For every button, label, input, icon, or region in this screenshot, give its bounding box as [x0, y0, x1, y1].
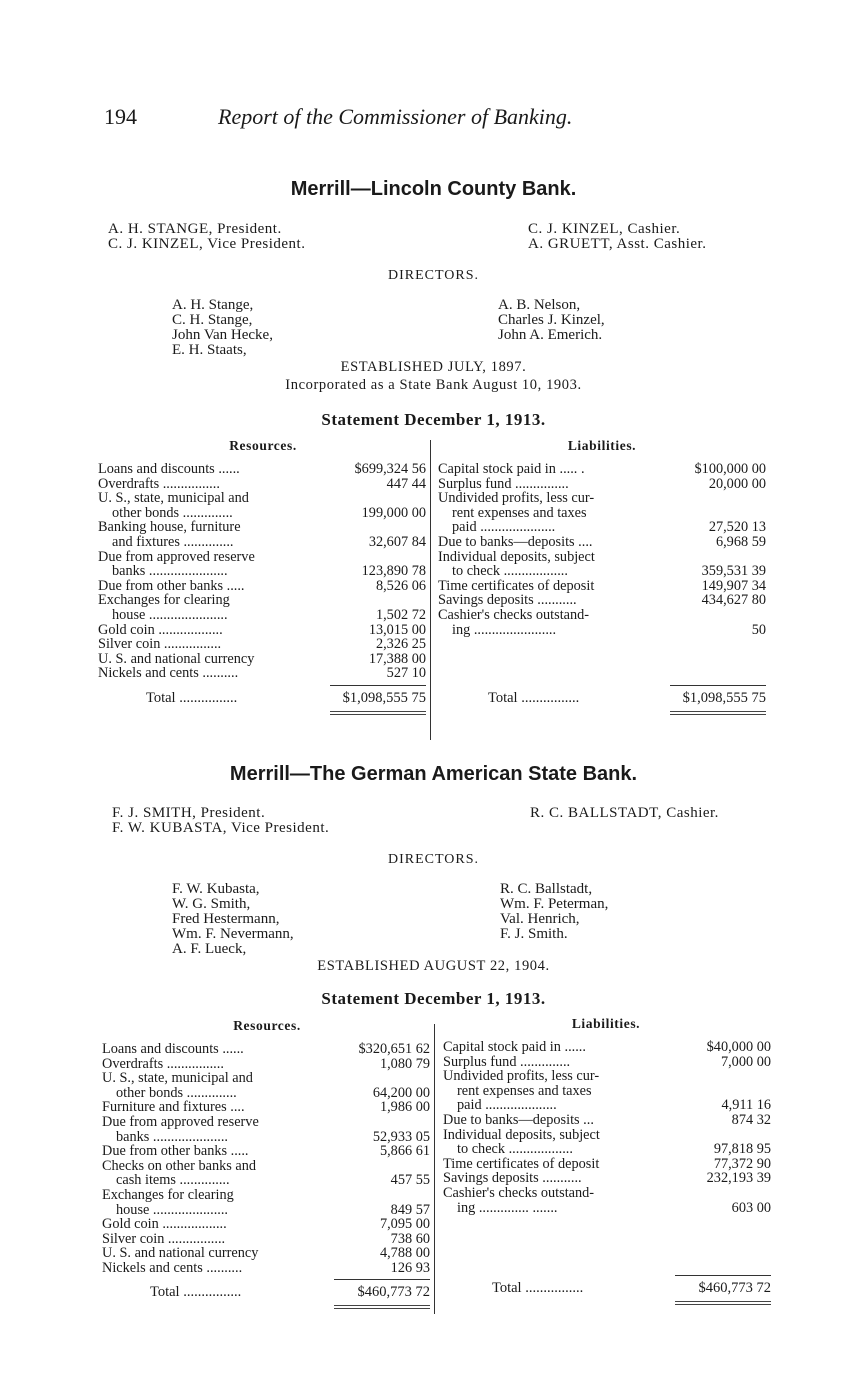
ledger-item-label: and fixtures .............. [112, 533, 234, 550]
ledger-item-amount: 5,866 61 [379, 1143, 430, 1160]
page-number: 194 [104, 104, 137, 129]
ledger-row [98, 608, 426, 623]
ledger-item-amount: 849 57 [390, 1201, 430, 1218]
bank-title: Merrill—The German American State Bank. [229, 763, 638, 785]
ledger-item-amount: 359,531 39 [701, 563, 766, 580]
ledger-item-amount: $699,324 56 [354, 461, 426, 477]
ledger-item-label: Undivided profits, less cur- [438, 490, 595, 507]
ledger-item-label: Undivided profits, less cur- [443, 1068, 600, 1085]
ledger-item-label: Checks on other banks and [102, 1157, 257, 1174]
ledger-row [443, 1157, 771, 1172]
ledger-item-label: Nickels and cents .......... [98, 665, 239, 682]
total-rule [675, 1275, 771, 1276]
ledger-item-label: Individual deposits, subject [438, 548, 595, 565]
ledger-item-label: rent expenses and taxes [457, 1082, 592, 1099]
ledger-row [102, 1071, 430, 1086]
director-name: F. W. Kubasta, [172, 881, 260, 897]
ledger-item-label: Furniture and fixtures .... [102, 1099, 245, 1116]
ledger-item-amount: 447 44 [386, 475, 426, 492]
ledger-row [438, 462, 766, 477]
ledger-item-amount: 7,000 00 [720, 1053, 771, 1070]
ledger-item-label: U. S. and national currency [98, 650, 255, 667]
ledger-item-label: U. S., state, municipal and [102, 1070, 253, 1087]
ledger-item-label: Surplus fund ............... [438, 475, 569, 492]
ledger-item-label: Savings deposits ........... [438, 592, 577, 609]
double-rule [330, 711, 426, 715]
director-name: Wm. F. Peterman, [500, 896, 609, 912]
ledger-item-label: Individual deposits, subject [443, 1126, 600, 1143]
directors-right [498, 298, 605, 343]
ledger-row [438, 477, 766, 492]
ledger-item-label: Due from approved reserve [102, 1113, 259, 1130]
ledger-item-amount: 2,326 25 [375, 636, 426, 653]
statement-heading: Statement December 1, 1913. [321, 410, 546, 429]
ledger-row [102, 1159, 430, 1174]
ledger-row [443, 1069, 771, 1084]
resources-total: $1,098,555 75 [342, 690, 426, 706]
ledger-item-label: to check .................. [452, 563, 568, 580]
ledger-row [102, 1203, 430, 1218]
ledger-item-amount: 97,818 95 [713, 1141, 771, 1158]
ledger-item-label: Silver coin ................ [98, 636, 222, 653]
ledger-row [102, 1144, 430, 1159]
ledger-item-label: Overdrafts ................ [102, 1055, 224, 1072]
bank-title: Merrill—Lincoln County Bank. [290, 178, 577, 200]
ledger-item-label: Time certificates of deposit [443, 1155, 600, 1172]
ledger-item-amount: $320,651 62 [358, 1041, 430, 1057]
running-title: Report of the Commissioner of Banking. [218, 104, 573, 129]
ledger-row [438, 608, 766, 623]
ledger-item-label: Gold coin .................. [98, 621, 223, 638]
ledger-item-label: to check .................. [457, 1141, 573, 1158]
ledger-item-label: Exchanges for clearing [98, 592, 230, 609]
liabilities-heading: Liabilities. [567, 438, 637, 453]
ledger-item-label: Nickels and cents .......... [102, 1259, 243, 1276]
ledger-row [443, 1142, 771, 1157]
total-rule [334, 1279, 430, 1280]
directors-heading: DIRECTORS. [387, 852, 480, 867]
ledger-row [102, 1057, 430, 1072]
ledger-row [102, 1261, 430, 1276]
ledger-row [102, 1086, 430, 1101]
ledger-item-amount: 64,200 00 [372, 1084, 430, 1101]
ledger-row [98, 637, 426, 652]
liabilities-table [443, 1040, 771, 1215]
ledger-item-label: Loans and discounts ...... [98, 461, 240, 477]
column-divider [434, 1024, 435, 1314]
director-name: E. H. Staats, [172, 342, 247, 358]
double-rule [670, 711, 766, 715]
officers-right [528, 222, 706, 252]
ledger-row [102, 1232, 430, 1247]
ledger-item-amount: 13,015 00 [368, 621, 426, 638]
liabilities-heading: Liabilities. [571, 1016, 641, 1031]
ledger-row [438, 506, 766, 521]
ledger-row [438, 520, 766, 535]
ledger-row [102, 1173, 430, 1188]
ledger-row [98, 666, 426, 681]
ledger-item-amount: 77,372 90 [713, 1155, 771, 1172]
ledger-row [98, 564, 426, 579]
officer-line: A. H. STANGE, President. [108, 221, 282, 237]
column-divider [430, 440, 431, 740]
ledger-row [102, 1217, 430, 1232]
ledger-row [102, 1188, 430, 1203]
officer-line: F. W. KUBASTA, Vice President. [112, 820, 330, 836]
ledger-row [443, 1098, 771, 1113]
director-name: A. F. Lueck, [172, 941, 247, 957]
ledger-item-label: Capital stock paid in ...... [443, 1039, 586, 1055]
officers-right [530, 806, 719, 821]
ledger-item-amount: 50 [751, 621, 766, 638]
ledger-row [438, 535, 766, 550]
ledger-item-amount: 738 60 [390, 1230, 430, 1247]
total-rule [670, 685, 766, 686]
ledger-item-amount: 1,502 72 [375, 606, 426, 623]
resources-heading: Resources. [229, 438, 297, 453]
director-name: C. H. Stange, [172, 312, 253, 328]
ledger-item-label: paid .................... [457, 1097, 557, 1114]
ledger-item-label: ing ....................... [452, 621, 557, 638]
double-rule [334, 1305, 430, 1309]
director-name: John Van Hecke, [172, 327, 273, 343]
ledger-row [98, 550, 426, 565]
director-name: A. B. Nelson, [498, 297, 581, 313]
director-name: W. G. Smith, [172, 896, 251, 912]
ledger-item-label: paid ..................... [452, 519, 556, 536]
ledger-item-label: Cashier's checks outstand- [438, 606, 590, 623]
officer-line: C. J. KINZEL, Vice President. [108, 236, 306, 252]
directors-left [172, 298, 273, 358]
ledger-row [443, 1186, 771, 1201]
ledger-row [443, 1113, 771, 1128]
incorporated-line: Incorporated as a State Bank August 10, 1903. [285, 377, 582, 393]
ledger-item-label: Capital stock paid in ..... . [438, 461, 585, 477]
ledger-row [98, 623, 426, 638]
officer-line: C. J. KINZEL, Cashier. [528, 221, 681, 237]
ledger-item-amount: 27,520 13 [708, 519, 766, 536]
ledger-row [102, 1042, 430, 1057]
liabilities-total: $460,773 72 [698, 1280, 771, 1296]
ledger-row [102, 1100, 430, 1115]
director-name: F. J. Smith. [500, 926, 568, 942]
ledger-item-label: house ...................... [112, 606, 228, 623]
ledger-row [98, 579, 426, 594]
liabilities-table [438, 462, 766, 637]
total-rule [330, 685, 426, 686]
ledger-item-amount: 4,788 00 [379, 1245, 430, 1262]
director-name: John A. Emerich. [498, 327, 603, 343]
ledger-row [438, 623, 766, 638]
total-label: Total ................ [492, 1280, 584, 1296]
ledger-row [98, 506, 426, 521]
ledger-item-amount: 603 00 [731, 1199, 771, 1216]
ledger-item-label: other bonds .............. [112, 504, 233, 521]
ledger-item-label: Silver coin ................ [102, 1230, 226, 1247]
ledger-row [98, 491, 426, 506]
directors-right [500, 882, 608, 942]
ledger-row [443, 1201, 771, 1216]
ledger-item-label: house ..................... [116, 1201, 228, 1218]
director-name: A. H. Stange, [172, 297, 254, 313]
ledger-item-label: Cashier's checks outstand- [443, 1184, 595, 1201]
ledger-row [102, 1130, 430, 1145]
ledger-item-label: Banking house, furniture [98, 519, 241, 536]
ledger-item-amount: $40,000 00 [706, 1039, 771, 1055]
ledger-row [98, 535, 426, 550]
ledger-item-label: Due to banks—deposits .... [438, 533, 593, 550]
ledger-item-amount: 126 93 [390, 1259, 430, 1276]
ledger-row [98, 652, 426, 667]
ledger-item-amount: 232,193 39 [706, 1170, 771, 1187]
ledger-row [443, 1040, 771, 1055]
ledger-item-amount: 7,095 00 [379, 1216, 430, 1233]
ledger-row [98, 520, 426, 535]
ledger-item-label: Due from approved reserve [98, 548, 255, 565]
ledger-row [438, 593, 766, 608]
ledger-item-label: Overdrafts ................ [98, 475, 220, 492]
ledger-item-amount: 123,890 78 [361, 563, 426, 580]
ledger-item-amount: 874 32 [731, 1111, 771, 1128]
total-label: Total ................ [488, 690, 580, 706]
ledger-item-amount: 527 10 [386, 665, 426, 682]
ledger-item-label: banks ..................... [116, 1128, 228, 1145]
ledger-item-label: Gold coin .................. [102, 1216, 227, 1233]
ledger-item-label: Due from other banks ..... [98, 577, 245, 594]
resources-table [102, 1042, 430, 1276]
ledger-row [438, 579, 766, 594]
ledger-row [98, 477, 426, 492]
ledger-item-label: rent expenses and taxes [452, 504, 587, 521]
ledger-item-amount: 8,526 06 [375, 577, 426, 594]
established-line: ESTABLISHED AUGUST 22, 1904. [317, 958, 550, 974]
director-name: Charles J. Kinzel, [498, 312, 605, 328]
ledger-item-amount: 20,000 00 [708, 475, 766, 492]
ledger-item-label: Surplus fund .............. [443, 1053, 571, 1070]
ledger-item-label: Loans and discounts ...... [102, 1041, 244, 1057]
ledger-item-label: banks ...................... [112, 563, 228, 580]
ledger-row [443, 1128, 771, 1143]
ledger-item-amount: 434,627 80 [701, 592, 766, 609]
statement-heading: Statement December 1, 1913. [321, 989, 546, 1008]
director-name: R. C. Ballstadt, [500, 881, 593, 897]
ledger-item-label: cash items .............. [116, 1172, 230, 1189]
ledger-item-amount: 1,080 79 [379, 1055, 430, 1072]
double-rule [675, 1301, 771, 1305]
ledger-item-amount: 32,607 84 [368, 533, 426, 550]
ledger-item-label: ing .............. ....... [457, 1199, 558, 1216]
ledger-item-amount: $100,000 00 [694, 461, 766, 477]
officer-line: A. GRUETT, Asst. Cashier. [528, 236, 707, 252]
ledger-item-amount: 199,000 00 [361, 504, 426, 521]
resources-table [98, 462, 426, 681]
ledger-item-amount: 149,907 34 [701, 577, 766, 594]
ledger-item-label: Exchanges for clearing [102, 1186, 234, 1203]
ledger-item-amount: 6,968 59 [715, 533, 766, 550]
officers-left [108, 222, 305, 252]
ledger-item-amount: 4,911 16 [721, 1097, 771, 1114]
ledger-item-label: Savings deposits ........... [443, 1170, 582, 1187]
ledger-item-label: Due to banks—deposits ... [443, 1111, 594, 1128]
ledger-row [443, 1084, 771, 1099]
ledger-item-label: Due from other banks ..... [102, 1143, 249, 1160]
officers-left [112, 806, 329, 836]
ledger-item-amount: 52,933 05 [372, 1128, 430, 1145]
established-line: ESTABLISHED JULY, 1897. [340, 359, 527, 375]
director-name: Wm. F. Nevermann, [172, 926, 294, 942]
ledger-row [443, 1055, 771, 1070]
total-label: Total ................ [146, 690, 238, 706]
ledger-row [438, 550, 766, 565]
ledger-item-label: other bonds .............. [116, 1084, 237, 1101]
ledger-item-amount: 17,388 00 [368, 650, 426, 667]
officer-line: R. C. BALLSTADT, Cashier. [530, 805, 719, 821]
ledger-row [438, 491, 766, 506]
liabilities-total: $1,098,555 75 [682, 690, 766, 706]
director-name: Val. Henrich, [500, 911, 580, 927]
ledger-row [102, 1115, 430, 1130]
ledger-item-label: U. S., state, municipal and [98, 490, 249, 507]
ledger-row [438, 564, 766, 579]
officer-line: F. J. SMITH, President. [112, 805, 266, 821]
ledger-item-amount: 457 55 [390, 1172, 430, 1189]
resources-total: $460,773 72 [357, 1284, 430, 1300]
ledger-row [443, 1171, 771, 1186]
resources-heading: Resources. [233, 1018, 301, 1033]
directors-heading: DIRECTORS. [387, 268, 480, 283]
ledger-row [102, 1246, 430, 1261]
directors-left [172, 882, 294, 957]
ledger-item-amount: 1,986 00 [379, 1099, 430, 1116]
ledger-item-label: Time certificates of deposit [438, 577, 595, 594]
ledger-row [98, 462, 426, 477]
total-label: Total ................ [150, 1284, 242, 1300]
ledger-item-label: U. S. and national currency [102, 1245, 259, 1262]
director-name: Fred Hestermann, [172, 911, 280, 927]
ledger-row [98, 593, 426, 608]
